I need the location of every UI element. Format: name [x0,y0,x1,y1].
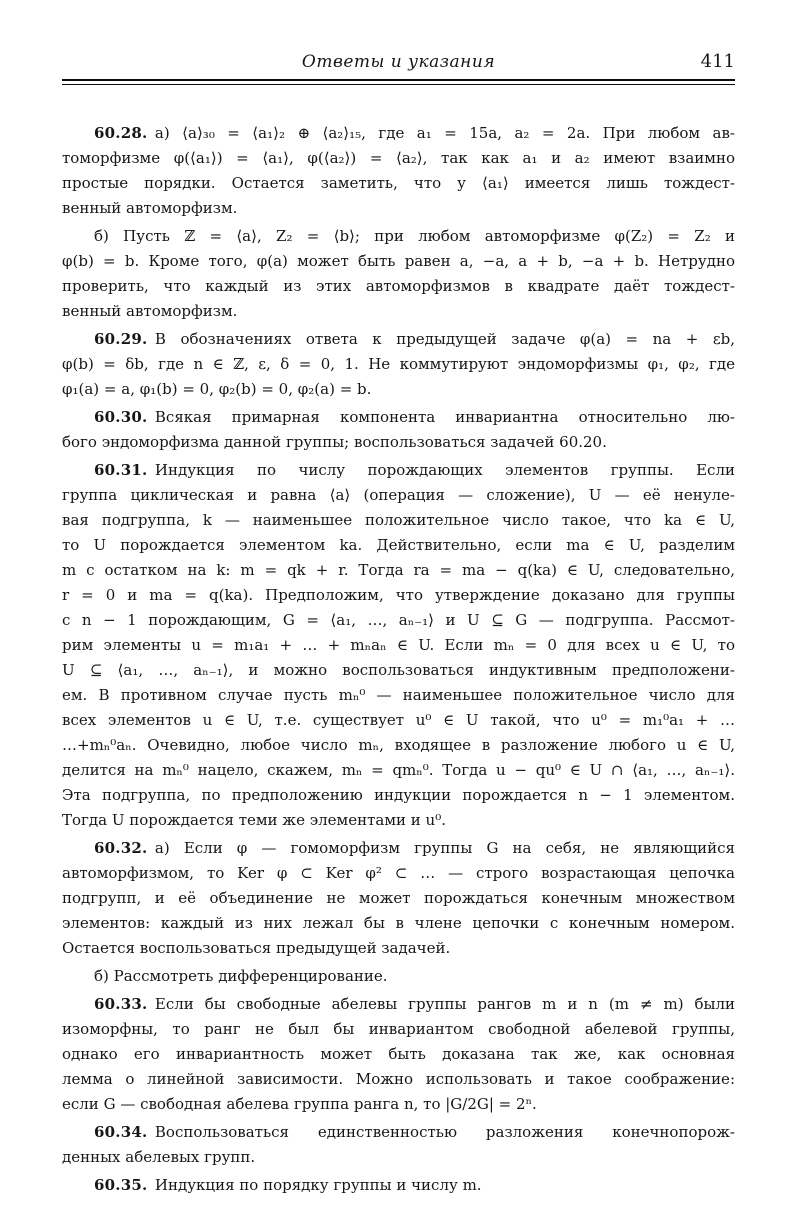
problem-number: 60.28. [94,124,148,142]
paragraph [62,224,735,324]
problem-number: 60.30. [94,408,148,426]
problem-number: 60.35. [94,1176,148,1194]
problem-number: 60.33. [94,995,148,1013]
text-line: Эта подгруппа, по предположению индукции порождается n − 1 элементом. [62,786,735,804]
text-line: томорфизме φ(⟨a₁⟩) = ⟨a₁⟩, φ(⟨a₂⟩) = ⟨a₂⟩, так как a₁ и a₂ имеют взаимно [62,149,735,167]
text-line: 60.30. Всякая примарная компонента инвариантна относительно лю- [94,408,735,426]
text-line: 60.29. В обозначениях ответа к предыдущей задаче φ(a) = na + εb, [94,330,735,348]
paragraph [62,836,735,961]
text-line: φ₁(a) = a, φ₁(b) = 0, φ₂(b) = 0, φ₂(a) = b. [62,380,372,398]
paragraph [62,458,735,833]
text-line: ем. В противном случае пусть mₙ⁰ — наименьшее положительное число для [62,686,735,704]
paragraph [62,327,735,402]
text-line: если G — свободная абелева группа ранга n, то |G/2G| = 2ⁿ. [62,1095,537,1113]
text-line: то U порождается элементом ka. Действительно, если ma ∈ U, разделим [62,536,735,554]
paragraph [62,405,735,455]
paragraph [62,121,735,221]
text-line: венный автоморфизм. [62,302,238,320]
text-line: проверить, что каждый из этих автоморфизмов в квадрате даёт тождест- [62,277,735,295]
text-line: делится на mₙ⁰ нацело, скажем, mₙ = qmₙ⁰. Тогда u − qu⁰ ∈ U ∩ ⟨a₁, …, aₙ₋₁⟩. [62,761,735,779]
problem-number: 60.29. [94,330,148,348]
text-line: Тогда U порождается теми же элементами и u⁰. [62,811,446,829]
page-number: 411 [700,51,735,72]
text-line: элементов: каждый из них лежал бы в члене цепочки с конечным номером. [62,914,735,932]
text-line: автоморфизмом, то Ker φ ⊂ Ker φ² ⊂ … — строго возрастающая цепочка [62,864,735,882]
text-line: 60.35. Индукция по порядку группы и числу m. [94,1176,482,1194]
text-line: 60.33. Если бы свободные абелевы группы рангов m и n (m ≠ m) были [94,995,735,1013]
header-title: Ответы и указания [301,52,496,72]
text-line: r = 0 и ma = q(ka). Предположим, что утверждение доказано для группы [62,586,735,604]
text-line: бого эндоморфизма данной группы; воспользоваться задачей 60.20. [62,433,607,451]
text-line: рим элементы u = m₁a₁ + … + mₙaₙ ∈ U. Если mₙ = 0 для всех u ∈ U, то [62,636,735,654]
text-line: простые порядки. Остается заметить, что у ⟨a₁⟩ имеется лишь тождест- [62,174,735,192]
paragraph [62,1173,735,1198]
text-line: изоморфны, то ранг не был бы инвариантом свободной абелевой группы, [62,1020,735,1038]
answers-text-block [62,121,735,1198]
text-line: денных абелевых групп. [62,1148,256,1166]
text-line: с n − 1 порождающим, G = ⟨a₁, …, aₙ₋₁⟩ и U ⊆ G — подгруппа. Рассмот- [62,611,735,629]
text-line: φ(b) = b. Кроме того, φ(a) может быть равен a, −a, a + b, −a + b. Нетрудно [62,252,735,270]
text-line: лемма о линейной зависимости. Можно использовать и такое соображение: [62,1070,735,1088]
text-line: группа циклическая и равна ⟨a⟩ (операция — сложение), U — её ненуле- [62,486,735,504]
problem-number: 60.31. [94,461,148,479]
text-line: б) Рассмотреть дифференцирование. [94,967,388,985]
text-line: U ⊆ ⟨a₁, …, aₙ₋₁⟩, и можно воспользоваться индуктивным предположени- [62,661,735,679]
running-header [62,50,735,74]
text-line: φ(b) = δb, где n ∈ ℤ, ε, δ = 0, 1. Не коммутируют эндоморфизмы φ₁, φ₂, где [62,355,735,373]
text-line: Остается воспользоваться предыдущей задачей. [62,939,451,957]
text-line: вая подгруппа, k — наименьшее положительное число такое, что ka ∈ U, [62,511,735,529]
text-line: …+mₙ⁰aₙ. Очевидно, любое число mₙ, входящее в разложение любого u ∈ U, [62,736,735,754]
header-rule [62,79,735,85]
text-line: 60.28. а) ⟨a⟩₃₀ = ⟨a₁⟩₂ ⊕ ⟨a₂⟩₁₅, где a₁ = 15a, a₂ = 2a. При любом ав- [94,124,735,142]
text-line: 60.34. Воспользоваться единственностью разложения конечнопорож- [94,1123,735,1141]
text-line: б) Пусть ℤ = ⟨a⟩, Z₂ = ⟨b⟩; при любом автоморфизме φ(Z₂) = Z₂ и [94,227,735,245]
text-line: однако его инвариантность может быть доказана так же, как основная [62,1045,735,1063]
paragraph [62,992,735,1117]
text-line: m с остатком на k: m = qk + r. Тогда ra = ma − q(ka) ∈ U, следовательно, [62,561,735,579]
paragraph [62,1120,735,1170]
problem-number: 60.34. [94,1123,148,1141]
text-line: 60.32. а) Если φ — гомоморфизм группы G на себя, не являющийся [94,839,735,857]
text-line: 60.31. Индукция по числу порождающих элементов группы. Если [94,461,735,479]
text-line: венный автоморфизм. [62,199,238,217]
text-line: подгрупп, и её объединение не может порождаться конечным множеством [62,889,735,907]
problem-number: 60.32. [94,839,148,857]
paragraph [62,964,735,989]
text-line: всех элементов u ∈ U, т.е. существует u⁰ ∈ U такой, что u⁰ = m₁⁰a₁ + … [62,711,735,729]
